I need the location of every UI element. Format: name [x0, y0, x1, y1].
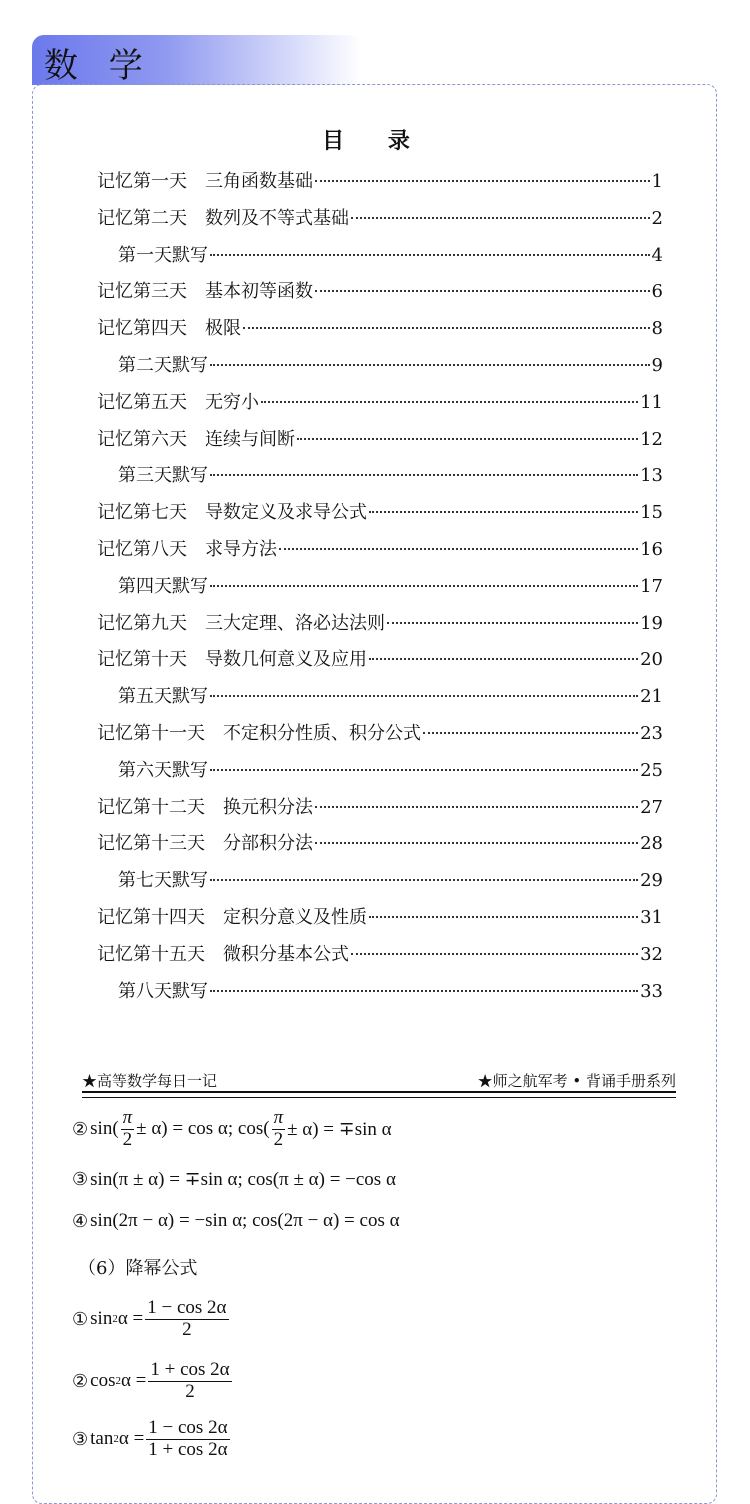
toc-dot-leader: [297, 438, 638, 440]
toc-entry-label: 第一天默写: [118, 244, 208, 266]
toc-entry-page: 29: [640, 870, 663, 892]
toc-entry-page: 21: [640, 686, 663, 708]
toc-entry[interactable]: [97, 974, 663, 1011]
toc-entry-label: 记忆第三天 基本初等函数: [97, 281, 313, 303]
toc-entry[interactable]: [97, 826, 663, 863]
formula-part: α =: [118, 1428, 145, 1450]
fraction: [148, 1360, 231, 1403]
toc-entry[interactable]: [97, 238, 663, 275]
toc-entry[interactable]: [97, 790, 663, 827]
toc-entry-page: 2: [651, 207, 663, 229]
toc-entry-label: 第五天默写: [118, 686, 208, 708]
toc-entry-page: 20: [640, 649, 663, 671]
toc-entry[interactable]: [97, 422, 663, 459]
toc-dot-leader: [210, 695, 638, 697]
fraction-numerator: 1 + cos 2α: [150, 1359, 230, 1380]
toc-entry-page: 15: [640, 502, 663, 524]
page2-header: [82, 1066, 676, 1094]
fraction-denominator: 2: [273, 1128, 284, 1150]
toc-dot-leader: [369, 511, 638, 513]
toc-entry[interactable]: [97, 348, 663, 385]
toc-entry-label: 第六天默写: [118, 759, 208, 781]
toc-entry-label: 第七天默写: [118, 870, 208, 892]
toc-entry-label: 记忆第二天 数列及不等式基础: [97, 207, 349, 229]
section-label: （6）降幂公式: [78, 1258, 198, 1279]
toc-entry-label: 第二天默写: [118, 354, 208, 376]
toc-list: [97, 164, 663, 1010]
toc-entry-page: 16: [640, 538, 663, 560]
toc-entry-page: 11: [640, 391, 663, 413]
toc-entry-label: 记忆第十四天 定积分意义及性质: [97, 906, 367, 928]
toc-entry-label: 记忆第一天 三角函数基础: [97, 171, 313, 192]
formula-number: ②: [72, 1370, 89, 1392]
exponent: 2: [115, 1375, 121, 1388]
toc-entry[interactable]: [97, 164, 663, 201]
exponent: 2: [113, 1433, 119, 1446]
toc-entry-page: 13: [640, 465, 663, 487]
toc-entry[interactable]: [97, 201, 663, 238]
toc-dot-leader: [351, 953, 638, 955]
formula-text: sin(2π − α) = −sin α; cos(2π − α) = cos α: [90, 1210, 400, 1231]
toc-entry-page: 33: [640, 980, 663, 1002]
toc-dot-leader: [315, 180, 650, 182]
toc-dot-leader: [315, 842, 638, 844]
toc-entry-page: 28: [640, 833, 663, 855]
fraction: [145, 1298, 228, 1341]
formula-part: α =: [117, 1308, 144, 1330]
toc-entry[interactable]: [97, 753, 663, 790]
toc-entry-label: 记忆第十天 导数几何意义及应用: [97, 649, 367, 671]
toc-entry-label: 记忆第十二天 换元积分法: [97, 796, 313, 818]
toc-dot-leader: [210, 585, 638, 587]
formula-part: tan: [90, 1428, 114, 1450]
toc-dot-leader: [315, 806, 638, 808]
toc-entry-page: 23: [640, 722, 663, 744]
fraction: [272, 1108, 286, 1151]
formula-3: [72, 1168, 396, 1191]
toc-entry-page: 27: [640, 796, 663, 818]
toc-entry-label: 记忆第十五天 微积分基本公式: [97, 943, 349, 965]
page2-right-header: ★师之航军考 • 背诵手册系列: [477, 1072, 676, 1090]
toc-entry-page: 12: [640, 428, 663, 450]
toc-entry-page: 17: [640, 575, 663, 597]
toc-entry[interactable]: [97, 274, 663, 311]
toc-entry-page: 25: [640, 759, 663, 781]
formula-number: ①: [72, 1308, 89, 1330]
toc-entry-label: 记忆第九天 三大定理、洛必达法则: [97, 612, 385, 634]
toc-dot-leader: [243, 327, 650, 329]
toc-entry-label: 记忆第八天 求导方法: [97, 538, 277, 560]
formula-number: ②: [72, 1118, 89, 1140]
exponent: 2: [112, 1313, 118, 1326]
toc-entry-label: 记忆第十三天 分部积分法: [97, 833, 313, 855]
formula-6-2: [72, 1360, 234, 1403]
fraction-numerator: 1 − cos 2α: [147, 1297, 227, 1318]
formula-6-3: [72, 1418, 232, 1461]
formula-part: cos: [90, 1370, 116, 1392]
toc-entry-page: 9: [651, 354, 663, 376]
fraction-numerator: π: [122, 1107, 133, 1128]
toc-dot-leader: [369, 916, 638, 918]
formula-part: ± α) = ∓sin α: [287, 1118, 392, 1140]
toc-entry-label: 第四天默写: [118, 575, 208, 597]
toc-dot-leader: [210, 474, 638, 476]
toc-entry-label: 第八天默写: [118, 980, 208, 1002]
toc-entry[interactable]: [97, 311, 663, 348]
toc-dot-leader: [279, 548, 638, 550]
toc-entry[interactable]: [97, 679, 663, 716]
toc-entry-label: 记忆第五天 无穷小: [97, 391, 259, 413]
formula-number: ④: [72, 1210, 89, 1232]
toc-dot-leader: [351, 217, 650, 219]
toc-entry[interactable]: [97, 937, 663, 974]
header-rule: [82, 1091, 676, 1098]
toc-entry-page: 6: [651, 281, 663, 303]
fraction-numerator: π: [273, 1107, 284, 1128]
toc-dot-leader: [210, 364, 650, 366]
formula-part: sin: [90, 1308, 113, 1330]
toc-dot-leader: [369, 658, 638, 660]
toc-entry-label: 记忆第四天 极限: [97, 318, 241, 340]
fraction-denominator: 2: [182, 1318, 192, 1340]
toc-entry-label: 记忆第七天 导数定义及求导公式: [97, 502, 367, 524]
toc-entry[interactable]: [97, 716, 663, 753]
toc-dot-leader: [210, 769, 638, 771]
toc-dot-leader: [210, 990, 638, 992]
toc-entry[interactable]: [97, 642, 663, 679]
formula-part: sin(: [90, 1118, 119, 1140]
toc-dot-leader: [423, 732, 638, 734]
toc-entry[interactable]: [97, 863, 663, 900]
toc-dot-leader: [210, 879, 638, 881]
toc-entry[interactable]: [97, 458, 663, 495]
page2-left-header: ★高等数学每日一记: [82, 1072, 218, 1090]
toc-entry-page: 32: [640, 943, 663, 965]
fraction-numerator: 1 − cos 2α: [148, 1417, 228, 1438]
fraction-denominator: 2: [185, 1380, 195, 1402]
fraction: [121, 1108, 135, 1151]
toc-entry[interactable]: [97, 569, 663, 606]
toc-entry[interactable]: [97, 900, 663, 937]
formula-part: α =: [120, 1370, 147, 1392]
toc-dot-leader: [261, 401, 638, 403]
toc-entry-label: 记忆第六天 连续与间断: [97, 428, 295, 450]
formula-number: ③: [72, 1169, 89, 1190]
toc-entry-page: 4: [651, 244, 663, 266]
toc-entry[interactable]: [97, 385, 663, 422]
formula-number: ③: [72, 1428, 89, 1450]
toc-entry-label: 记忆第十一天 不定积分性质、积分公式: [97, 722, 421, 744]
toc-entry[interactable]: [97, 532, 663, 569]
toc-entry-page: 8: [651, 318, 663, 340]
toc-dot-leader: [210, 254, 650, 256]
formula-text: sin(π ± α) = ∓sin α; cos(π ± α) = −cos α: [90, 1169, 396, 1190]
toc-entry-label: 第三天默写: [118, 465, 208, 487]
formula-2: [72, 1108, 392, 1151]
toc-entry[interactable]: [97, 606, 663, 643]
fraction: [146, 1418, 229, 1461]
page-title: 数 学: [44, 46, 153, 86]
toc-entry-page: 19: [640, 612, 663, 634]
formula-part: ± α) = cos α; cos(: [136, 1118, 270, 1140]
toc-entry-page: 31: [640, 906, 663, 928]
toc-entry[interactable]: [97, 495, 663, 532]
toc-dot-leader: [387, 622, 638, 624]
fraction-denominator: 1 + cos 2α: [148, 1438, 228, 1460]
formula-6-1: [72, 1298, 231, 1341]
toc-dot-leader: [315, 290, 650, 292]
formula-4: [72, 1210, 400, 1232]
toc-title: 目 录: [322, 128, 428, 154]
toc-entry-page: 1: [651, 171, 663, 192]
fraction-denominator: 2: [122, 1128, 133, 1150]
